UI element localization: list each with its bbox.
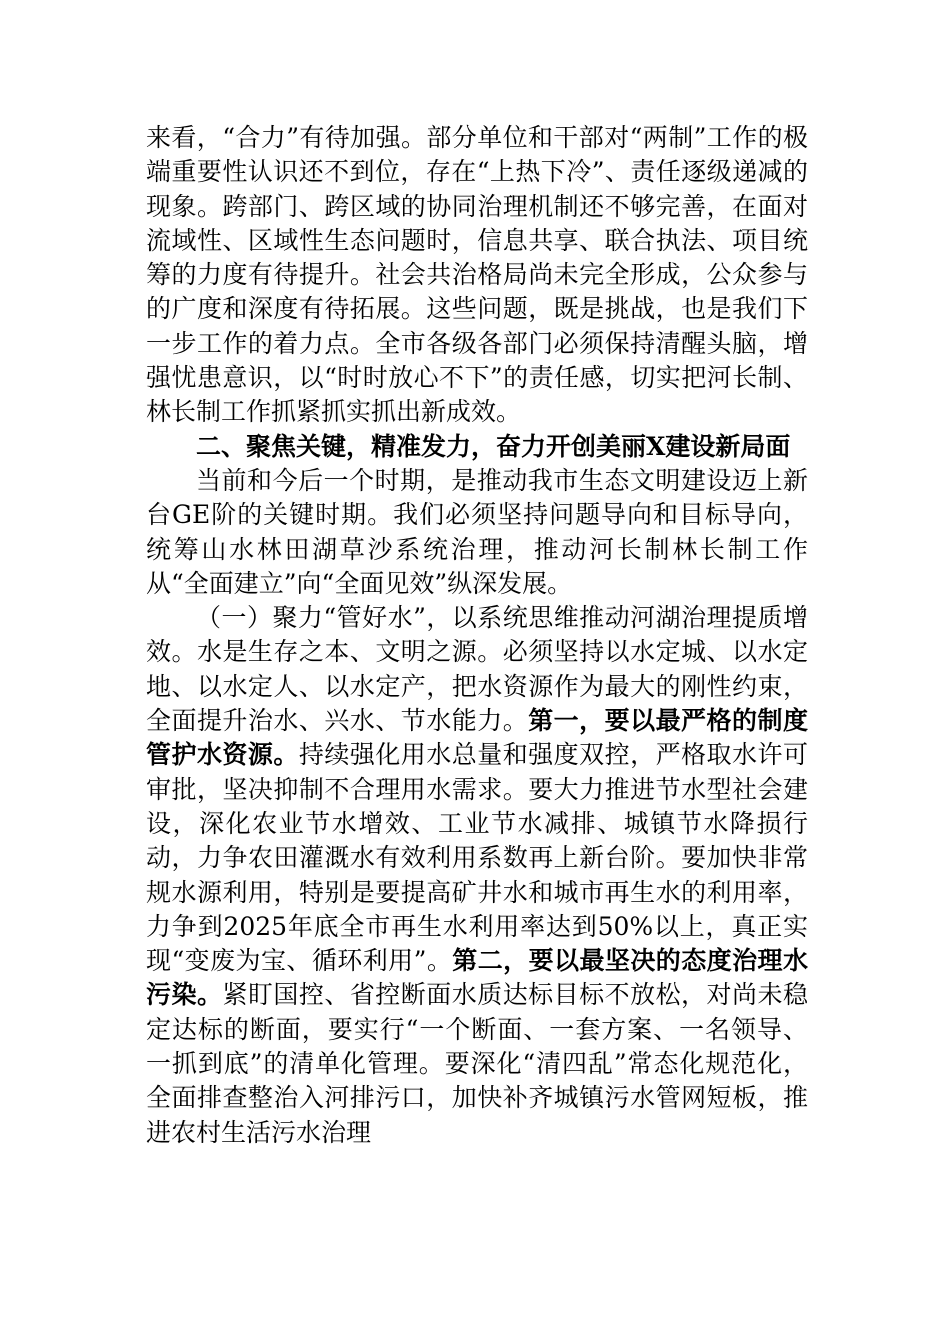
point-one-bold: 第一，要以最严格的制度管护水资源。 [146, 706, 808, 770]
paragraph-problems: 来看，“合力”有待加强。部分单位和干部对“两制”工作的极端重要性认识还不到位，存在“上热下冷”、责任逐级递减的现象。跨部门、跨区域的协同治理机制还不够完善，在面对流域性、区域性生态问题时，信息共享、联合执法、项目统筹的力度有待提升。社会共治格局尚未完全形成，公众参与的广度和深度有待拓展。这些问题，既是挑战，也是我们下一步工作的着力点。全市各级各部门必须保持清醒头脑，增强忧患意识，以“时时放心不下”的责任感，切实把河长制、林长制工作抓紧抓实抓出新成效。 [146, 123, 808, 427]
document-body [146, 121, 808, 1150]
point-two-bold: 第二，要以最坚决的态度治理水污染。 [146, 946, 808, 1010]
paragraph-intro: 当前和今后一个时期，是推动我市生态文明建设迈上新台GE阶的关键时期。我们必须坚持问题导向和目标导向，统筹山水林田湖草沙系统治理，推动河长制林长制工作从“全面建立”向“全面见效”纵深发展。 [146, 465, 808, 598]
point-two-text: 紧盯国控、省控断面水质达标目标不放松，对尚未稳定达标的断面，要实行“一个断面、一套方案、一名领导、一抓到底”的清单化管理。要深化“清四乱”常态化规范化，全面排查整治入河排污口，加快补齐城镇污水管网短板，推进农村生活污水治理 [146, 980, 808, 1147]
point-one-text: 持续强化用水总量和强度双控，严格取水许可审批，坚决抑制不合理用水需求。要大力推进节水型社会建设，深化农业节水增效、工业节水减排、城镇节水降损行动，力争农田灌溉水有效利用系数再上新台阶。要加快非常规水源利用，特别是要提高矿井水和城市再生水的利用率，力争到2025年底全市再生水利用率达到50%以上，真正实现“变废为宝、循环利用”。 [146, 740, 808, 976]
paragraph-water [146, 601, 808, 1150]
section-heading-2: 二、聚焦关键，精准发力，奋力开创美丽X建设新局面 [196, 431, 791, 461]
water-subheading-text: （一）聚力“管好水”，以系统思维推动河湖治理提质增效。水是生存之本、文明之源。必须坚持以水定城、以水定地、以水定人、以水定产，把水资源作为最大的刚性约束，全面提升治水、兴水、节水能力。 [146, 603, 808, 736]
